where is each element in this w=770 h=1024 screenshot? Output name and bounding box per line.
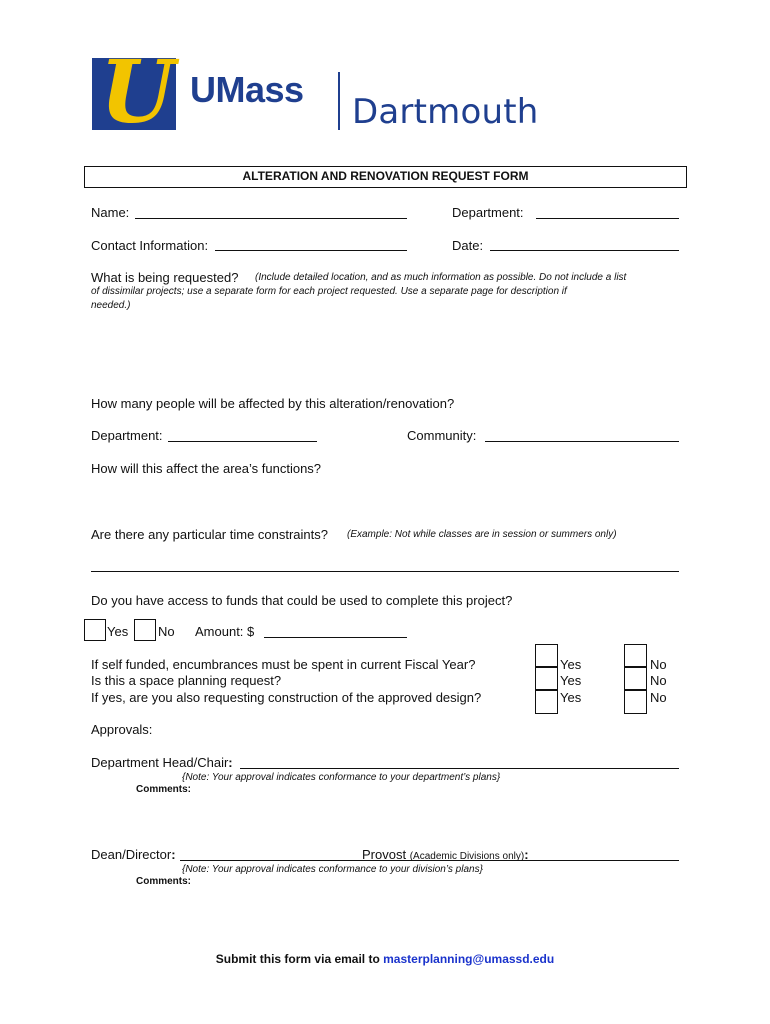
dept-head-colon: :	[228, 755, 233, 770]
people-label: How many people will be affected by this alteration/renovation?	[91, 396, 455, 411]
funds-no-checkbox[interactable]	[134, 619, 156, 641]
name-field[interactable]	[135, 218, 407, 219]
submit-email-link[interactable]: masterplanning@umassd.edu	[383, 952, 555, 966]
functions-label: How will this affect the area’s functions?	[91, 461, 322, 476]
what-label: What is being requested?	[91, 270, 239, 285]
time-label: Are there any particular time constraints?	[91, 527, 328, 542]
q2-yes-label: Yes	[560, 673, 582, 688]
dean-text: Dean/Director	[91, 847, 172, 862]
comments-label: Comments:	[136, 784, 192, 795]
q1-no-checkbox[interactable]	[624, 644, 647, 667]
q3-yes-label: Yes	[560, 690, 582, 705]
time-note: (Example: Not while classes are in session or summers only)	[347, 529, 617, 540]
q3-no-checkbox[interactable]	[624, 690, 647, 714]
funds-yes-checkbox[interactable]	[84, 619, 106, 641]
department-field[interactable]	[536, 218, 679, 219]
approvals-label: Approvals:	[91, 722, 153, 737]
logo-divider	[338, 72, 340, 130]
logo-u-letter: U	[100, 42, 175, 143]
submit-instruction	[0, 952, 770, 966]
funds-label: Do you have access to funds that could be used to complete this project?	[91, 593, 513, 608]
what-note-2: of dissimilar projects; use a separate form for each project requested. Use a separate page for description if	[91, 286, 567, 297]
time-field[interactable]	[91, 571, 679, 572]
dept2-label: Department:	[91, 428, 163, 443]
provost-label	[362, 847, 529, 864]
community-label: Community:	[407, 428, 477, 443]
question-construction: If yes, are you also requesting construction of the approved design?	[91, 690, 482, 705]
what-note-3: needed.)	[91, 300, 131, 311]
q2-yes-checkbox[interactable]	[535, 667, 558, 690]
q1-no-label: No	[650, 657, 667, 672]
department-label: Department:	[452, 205, 524, 220]
dean-label	[91, 847, 176, 862]
dean-colon: :	[171, 847, 176, 862]
what-note-1: (Include detailed location, and as much information as possible. Do not include a list	[255, 272, 627, 283]
contact-field[interactable]	[215, 250, 407, 251]
q1-yes-label: Yes	[560, 657, 582, 672]
q2-no-label: No	[650, 673, 667, 688]
form-title: ALTERATION AND RENOVATION REQUEST FORM	[242, 169, 529, 183]
dept-head-signature-line[interactable]	[240, 768, 679, 769]
funds-no-label: No	[158, 624, 175, 639]
amount-field[interactable]	[264, 637, 407, 638]
submit-text: Submit this form via email to	[215, 952, 384, 966]
q1-yes-checkbox[interactable]	[535, 644, 558, 667]
question-space-planning: Is this a space planning request?	[91, 673, 282, 688]
q3-yes-checkbox[interactable]	[535, 690, 558, 714]
date-field[interactable]	[490, 250, 679, 251]
provost-paren: (Academic Divisions only)	[409, 851, 525, 862]
question-fiscal-year: If self funded, encumbrances must be spent in current Fiscal Year?	[91, 657, 476, 672]
q3-no-label: No	[650, 690, 667, 705]
funds-yes-label: Yes	[107, 624, 129, 639]
q2-no-checkbox[interactable]	[624, 667, 647, 690]
dept-note: {Note: Your approval indicates conformance to your department’s plans}	[182, 772, 501, 783]
provost-text: Provost	[362, 847, 407, 862]
amount-label: Amount: $	[195, 624, 255, 639]
division-note: {Note: Your approval indicates conformance to your division’s plans}	[182, 864, 483, 875]
dept2-field[interactable]	[168, 441, 317, 442]
dept-head-text: Department Head/Chair	[91, 755, 229, 770]
contact-label: Contact Information:	[91, 238, 209, 253]
name-label: Name:	[91, 205, 130, 220]
logo-dartmouth-text: Dartmouth	[352, 92, 539, 132]
community-field[interactable]	[485, 441, 679, 442]
comments2-label: Comments:	[136, 876, 192, 887]
provost-colon: :	[524, 847, 529, 862]
logo-umass-text: UMass	[190, 69, 304, 110]
date-label: Date:	[452, 238, 484, 253]
dept-head-label	[91, 755, 233, 770]
